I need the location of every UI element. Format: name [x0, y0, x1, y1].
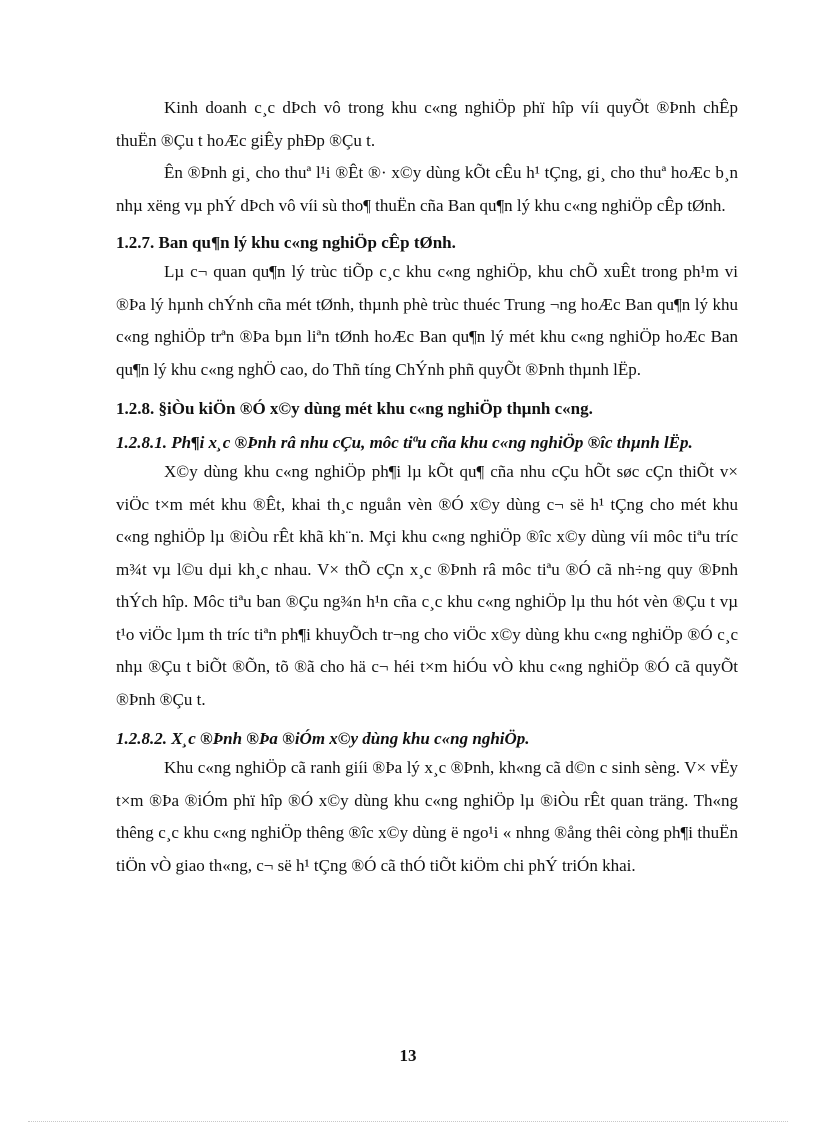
footer-divider: [28, 1121, 788, 1122]
heading-1-2-8-1: 1.2.8.1. Ph¶i x¸c ®Þnh râ nhu cÇu, môc tiªu cña khu c«ng nghiÖp ®îc thµnh lËp.: [116, 433, 693, 452]
heading-1-2-7: 1.2.7. Ban qu¶n lý khu c«ng nghiÖp cÊp tØnh.: [116, 233, 456, 252]
document-page: [116, 92, 738, 882]
paragraph-needs-objectives: X©y dùng khu c«ng nghiÖp ph¶i lµ kÕt qu¶ cña nhu cÇu hÕt søc cÇn thiÕt v× viÖc t×m mét khu ®Êt, khai th¸c nguån vèn ®Ó x©y dùng c¬ së h¹ tÇng cho mét khu c«ng nghiÖp lµ ®iÒu rÊt khã kh¨n. Mçi khu c«ng nghiÖp ®îc x©y dùng víi môc tiªu tríc m¾t vµ l©u dµi kh¸c nhau. V× thÕ cÇn x¸c ®Þnh râ môc tiªu ®Ó cã nh÷ng quy ®Þnh thÝch hîp. Môc tiªu ban ®Çu ng¾n h¹n cña c¸c khu c«ng nghiÖp lµ thu hót vèn ®Çu t vµ t¹o viÖc lµm th tríc tiªn ph¶i khuyÕch tr¬ng cho viÖc x©y dùng khu c«ng nghiÖp ®Ó c¸c nhµ ®Çu t biÕt ®Õn, tõ ®ã cho hä c¬ héi t×m hiÓu vÒ khu c«ng nghiÖp ®Ó cã quyÕt ®Þnh ®Çu t.: [116, 462, 738, 709]
paragraph-site-location: Khu c«ng nghiÖp cã ranh giíi ®Þa lý x¸c ®Þnh, kh«ng cã d©n c sinh sèng. V× vËy t×m ®Þa ®iÓm phï hîp ®Ó x©y dùng khu c«ng nghiÖp lµ ®iÒu rÊt quan träng. Th«ng thêng c¸c khu c«ng nghiÖp thêng ®îc x©y dùng ë ngo¹i « nhng ®ång thêi còng ph¶i thuËn tiÖn vÒ giao th«ng, c¬ së h¹ tÇng ®Ó cã thÓ tiÕt kiÖm chi phÝ triÓn khai.: [116, 758, 738, 875]
heading-1-2-8: 1.2.8. §iÒu kiÖn ®Ó x©y dùng mét khu c«ng nghiÖp thµnh c«ng.: [116, 399, 593, 418]
paragraph-management-board: Lµ c¬ quan qu¶n lý trùc tiÕp c¸c khu c«ng nghiÖp, khu chÕ xuÊt trong ph¹m vi ®Þa lý hµnh chÝnh cña mét tØnh, thµnh phè trùc thuéc Trung ¬ng hoÆc Ban qu¶n lý khu c«ng nghiÖp trªn ®Þa bµn liªn tØnh hoÆc Ban qu¶n lý mét khu c«ng nghiÖp hoÆc Ban qu¶n lý khu c«ng nghÖ cao, do Thñ tíng ChÝnh phñ quyÕt ®Þnh thµnh lËp.: [116, 262, 738, 379]
heading-1-2-8-2: 1.2.8.2. X¸c ®Þnh ®Þa ®iÓm x©y dùng khu c«ng nghiÖp.: [116, 729, 530, 748]
page-number: 13: [399, 1046, 417, 1065]
paragraph-land-pricing: Ên ®Þnh gi¸ cho thuª l¹i ®Êt ®· x©y dùng kÕt cÊu h¹ tÇng, gi¸ cho thuª hoÆc b¸n nhµ xëng vµ phÝ dÞch vô víi sù tho¶ thuËn cña Ban qu¶n lý khu c«ng nghiÖp cÊp tØnh.: [116, 163, 738, 215]
paragraph-business-services: Kinh doanh c¸c dÞch vô trong khu c«ng nghiÖp phï hîp víi quyÕt ®Þnh chÊp thuËn ®Çu t hoÆc giÊy phÐp ®Çu t.: [116, 98, 738, 150]
